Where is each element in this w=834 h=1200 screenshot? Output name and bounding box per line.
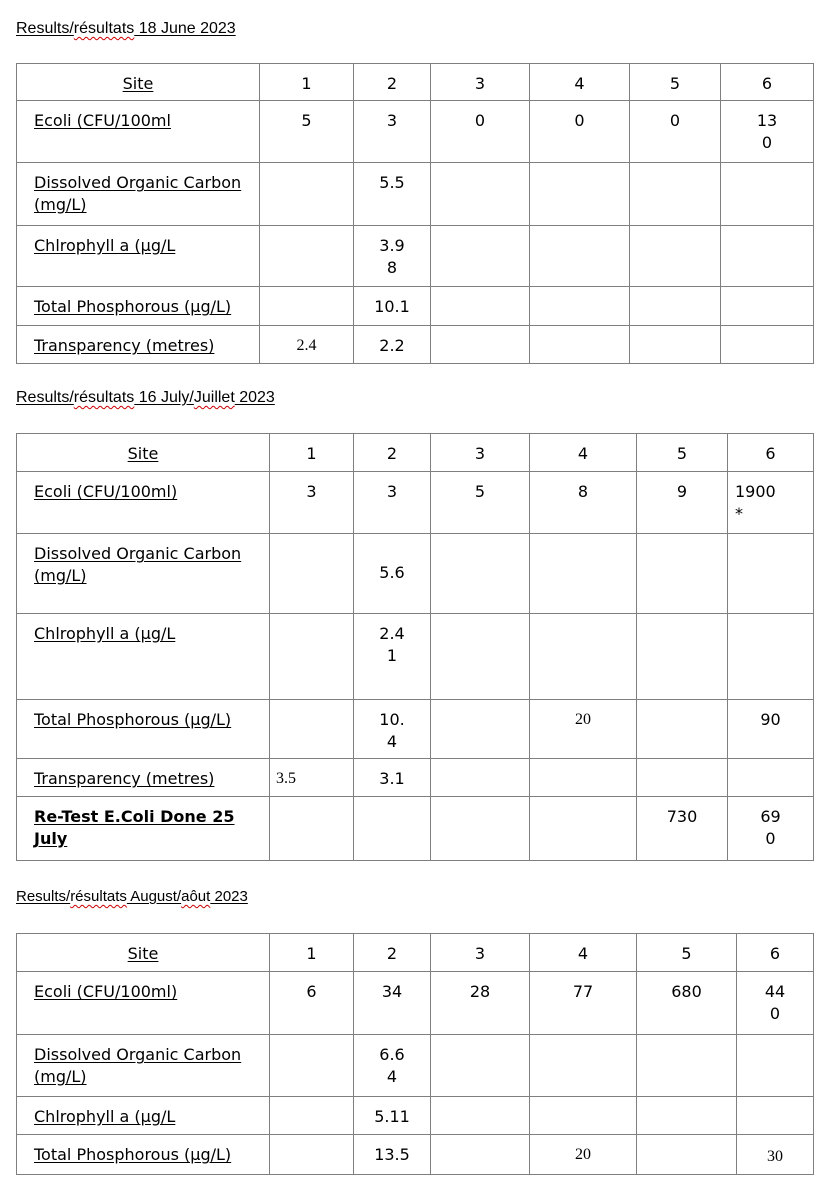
table-cell: 20 <box>575 711 591 728</box>
section-3-heading-prefix: Results/ <box>16 888 71 905</box>
table-cell <box>630 326 720 335</box>
table-cell <box>728 759 813 768</box>
row-label: Transparency (metres) <box>34 336 215 355</box>
table-row <box>17 226 814 287</box>
table-row <box>17 797 814 861</box>
section-2-heading-mid: 16 July/ <box>134 389 194 406</box>
table-cell <box>431 287 529 296</box>
table-cell: 3.1 <box>379 769 405 788</box>
table-cell: 0 <box>669 111 681 130</box>
table-row <box>17 972 814 1035</box>
table-cell: 2.4 1 <box>379 624 405 665</box>
table-header-row <box>17 64 814 101</box>
table-cell <box>431 163 529 172</box>
section-1-heading-prefix: Results/ <box>16 20 74 37</box>
table-cell: 2.4 <box>296 337 317 354</box>
table-cell <box>431 759 529 768</box>
site-1-header: 1 <box>306 944 317 963</box>
section-2-heading-rest: 2023 <box>234 389 275 406</box>
site-3-header: 3 <box>474 944 486 963</box>
table-cell <box>721 326 813 335</box>
table-cell: 10.1 <box>374 297 410 316</box>
table-cell: 77 <box>572 982 594 1001</box>
site-2-header: 2 <box>386 944 398 963</box>
site-4-header: 4 <box>577 944 589 963</box>
site-2-header: 2 <box>386 444 398 463</box>
table-cell: 730 <box>666 807 698 826</box>
site-6-header: 6 <box>761 74 773 93</box>
table-cell <box>721 226 813 235</box>
table-cell: 3.9 8 <box>379 236 405 277</box>
site-1-header: 1 <box>306 444 317 463</box>
table-cell <box>721 163 813 172</box>
row-label: Re-Test E.Coli Done 25 July <box>34 807 235 848</box>
row-label: Dissolved Organic Carbon (mg/L) <box>34 173 242 214</box>
section-3-heading-mid: August/ <box>126 888 182 905</box>
table-cell <box>270 1035 353 1044</box>
table-cell <box>530 534 636 543</box>
table-cell <box>530 226 629 235</box>
table-row <box>17 1135 814 1175</box>
table-cell <box>630 226 720 235</box>
table-cell <box>530 326 629 335</box>
table-row <box>17 1035 814 1097</box>
site-1-header: 1 <box>301 74 312 93</box>
row-label: Total Phosphorous (µg/L) <box>34 297 232 316</box>
table-cell <box>530 1097 636 1106</box>
table-cell: 5 <box>474 482 486 501</box>
table-cell <box>721 287 813 296</box>
table-cell: 1900 * <box>735 482 776 523</box>
table-cell: 5.6 <box>379 563 405 582</box>
table-header-row <box>17 934 814 972</box>
table-row <box>17 759 814 797</box>
table-cell <box>260 287 353 296</box>
site-6-header: 6 <box>765 444 776 463</box>
section-3-heading-squiggle2: aôut <box>181 888 211 905</box>
table-cell: 5 <box>301 111 312 130</box>
table-cell: 2.2 <box>379 336 405 355</box>
table-cell: 44 0 <box>764 982 786 1023</box>
row-label: Chlrophyll a (µg/L <box>34 624 176 643</box>
site-5-header: 5 <box>681 944 692 963</box>
table-cell: 20 <box>575 1146 591 1163</box>
table-cell <box>270 614 353 623</box>
table-cell: 3 <box>386 111 398 130</box>
table-cell <box>354 797 430 806</box>
section-3-table <box>16 933 814 1175</box>
table-cell: 3 <box>386 482 398 501</box>
table-row <box>17 472 814 534</box>
table-cell <box>728 614 813 623</box>
table-cell: 680 <box>671 982 702 1001</box>
table-cell <box>431 797 529 806</box>
table-cell: 69 0 <box>760 807 781 848</box>
table-row <box>17 287 814 326</box>
table-cell <box>637 534 727 543</box>
table-cell <box>431 1135 529 1144</box>
table-cell: 30 <box>767 1148 783 1165</box>
table-cell <box>270 1097 353 1106</box>
row-label: Ecoli (CFU/100ml <box>34 111 171 130</box>
table-cell <box>431 1035 529 1044</box>
row-label: Total Phosphorous (µg/L) <box>34 1145 232 1164</box>
table-cell <box>728 534 813 543</box>
table-cell <box>270 797 353 806</box>
table-cell: 6 <box>306 982 317 1001</box>
table-cell: 8 <box>577 482 589 501</box>
section-2-heading-squiggle: résultats <box>73 389 135 406</box>
table-row <box>17 700 814 759</box>
table-cell <box>637 614 727 623</box>
table-cell <box>431 326 529 335</box>
site-3-header: 3 <box>474 74 486 93</box>
table-cell <box>260 163 353 172</box>
section-1-heading-squiggle: résultats <box>73 20 135 37</box>
table-cell <box>737 1097 813 1106</box>
table-cell: 0 <box>574 111 585 130</box>
row-label: Dissolved Organic Carbon (mg/L) <box>34 1045 242 1086</box>
table-cell: 90 <box>760 710 781 729</box>
table-cell: 3.5 <box>276 770 296 787</box>
table-cell: 0 <box>474 111 486 130</box>
row-label: Chlrophyll a (µg/L <box>34 1107 176 1126</box>
section-3-heading <box>16 888 248 905</box>
table-cell <box>431 1097 529 1106</box>
section-2-heading-squiggle2: Juillet <box>193 389 235 406</box>
site-header: Site <box>122 74 154 93</box>
section-2-table <box>16 433 814 861</box>
table-cell: 5.5 <box>379 173 405 192</box>
row-label: Dissolved Organic Carbon (mg/L) <box>34 544 242 585</box>
site-5-header: 5 <box>676 444 688 463</box>
row-label: Total Phosphorous (µg/L) <box>34 710 232 729</box>
table-row <box>17 1097 814 1135</box>
table-cell <box>637 1035 736 1044</box>
section-3-heading-rest: 2023 <box>210 888 248 905</box>
table-cell: 34 <box>381 982 403 1001</box>
section-1-heading <box>16 20 236 38</box>
table-row <box>17 163 814 226</box>
site-5-header: 5 <box>669 74 681 93</box>
site-3-header: 3 <box>474 444 486 463</box>
table-cell <box>431 534 529 543</box>
section-1-table <box>16 63 814 364</box>
table-cell: 13.5 <box>374 1145 410 1164</box>
table-header-row <box>17 434 814 472</box>
table-cell <box>530 287 629 296</box>
row-label: Chlrophyll a (µg/L <box>34 236 176 255</box>
table-cell <box>270 700 353 709</box>
table-cell <box>260 226 353 235</box>
table-cell <box>637 759 727 768</box>
table-cell <box>270 1135 353 1144</box>
row-label: Ecoli (CFU/100ml) <box>34 982 178 1001</box>
section-2-heading-prefix: Results/ <box>16 389 74 406</box>
table-cell <box>630 163 720 172</box>
site-header: Site <box>127 944 159 963</box>
table-cell: 10. 4 <box>379 710 405 751</box>
table-cell <box>737 1035 813 1044</box>
table-cell <box>630 287 720 296</box>
site-6-header: 6 <box>769 944 781 963</box>
table-cell <box>270 534 353 543</box>
site-4-header: 4 <box>577 444 589 463</box>
table-cell <box>431 226 529 235</box>
table-cell: 5.11 <box>374 1107 410 1126</box>
table-row <box>17 101 814 163</box>
table-cell: 3 <box>306 482 317 501</box>
table-cell <box>431 700 529 709</box>
table-row <box>17 614 814 700</box>
table-cell <box>637 1135 736 1144</box>
table-cell: 13 0 <box>756 111 778 152</box>
table-cell <box>637 700 727 709</box>
table-cell: 6.6 4 <box>379 1045 405 1086</box>
table-cell <box>530 163 629 172</box>
site-4-header: 4 <box>574 74 585 93</box>
site-2-header: 2 <box>386 74 398 93</box>
table-cell: 28 <box>469 982 491 1001</box>
section-3-heading-squiggle: résultats <box>70 888 127 905</box>
table-row <box>17 326 814 364</box>
table-cell <box>431 614 529 623</box>
row-label: Transparency (metres) <box>34 769 215 788</box>
row-label: Ecoli (CFU/100ml) <box>34 482 178 501</box>
section-1-heading-rest: 18 June 2023 <box>134 20 236 37</box>
table-cell <box>530 797 636 806</box>
table-cell <box>530 614 636 623</box>
table-cell <box>530 1035 636 1044</box>
site-header: Site <box>127 444 159 463</box>
table-cell <box>530 759 636 768</box>
table-row <box>17 534 814 614</box>
section-2-heading <box>16 389 275 407</box>
table-cell: 9 <box>676 482 688 501</box>
table-cell <box>637 1097 736 1106</box>
